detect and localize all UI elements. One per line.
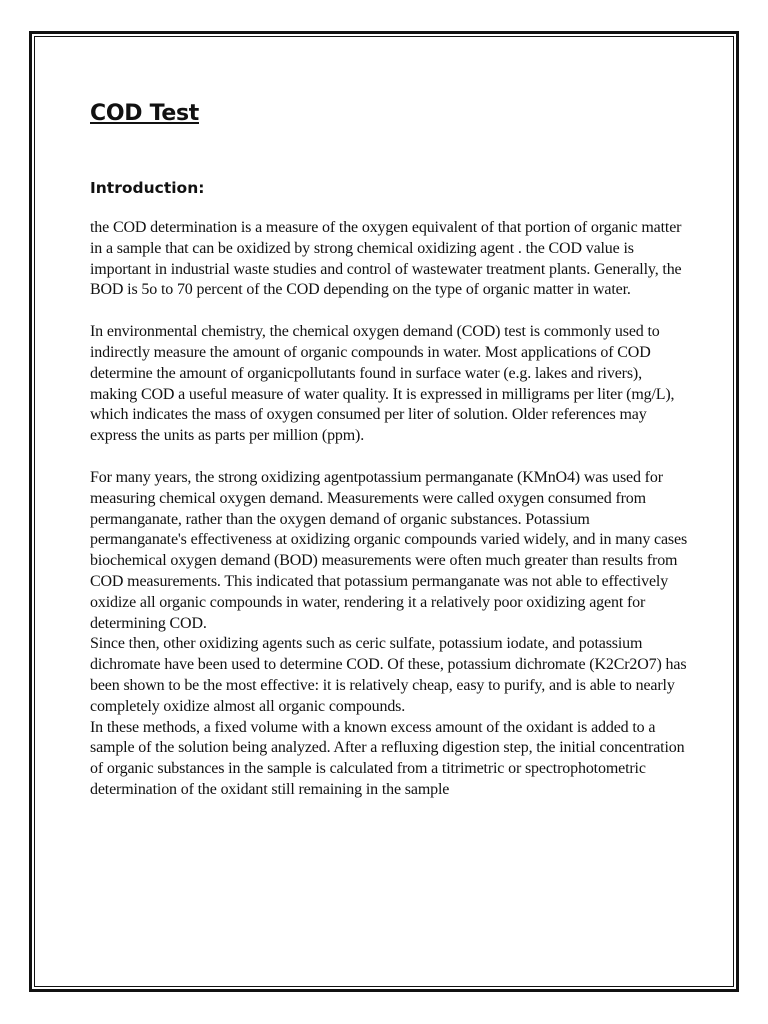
document-title: COD Test — [90, 101, 199, 126]
section-heading-introduction: Introduction: — [90, 179, 205, 197]
paragraph-environmental-chemistry: In environmental chemistry, the chemical oxygen demand (COD) test is commonly used to indirectly measure the amount of organic compounds in water. Most applications of COD determine the amount of organicpollutants found in surface water (e.g. lakes and rivers), making COD a useful measure of water quality. It is expressed in milligrams per liter (mg/L), which indicates the mass of oxygen consumed per liter of solution. Older references may express the units as parts per million (ppm). — [90, 323, 675, 445]
paragraph-cod-determination: the COD determination is a measure of the oxygen equivalent of that portion of organic matter in a sample that can be oxidized by strong chemical oxidizing agent . the COD value is important in industrial waste studies and control of wastewater treatment plants. Generally, the BOD is 5o to 70 percent of the COD depending on the type of organic matter in water. — [90, 219, 682, 299]
paragraph-permanganate-history: For many years, the strong oxidizing agentpotassium permanganate (KMnO4) was used for measuring chemical oxygen demand. Measurements were called oxygen consumed from permanganate, rather than the oxygen demand of organic substances. Potassium permanganate's effectiveness at oxidizing organic compounds varied widely, and in many cases biochemical oxygen demand (BOD) measurements were often much greater than results from COD measurements. This indicated that potassium permanganate was not able to effectively oxidize all organic compounds in water, rendering it a relatively poor oxidizing agent for determining COD. — [90, 468, 688, 632]
paragraph-dichromate: Since then, other oxidizing agents such as ceric sulfate, potassium iodate, and potassium dichromate have been used to determine COD. Of these, potassium dichromate (K2Cr2O7) has been shown to be the most effective: it is relatively cheap, easy to purify, and is able to nearly completely oxidize almost all organic compounds. — [90, 635, 687, 715]
document-body — [90, 96, 690, 801]
paragraph-methods: In these methods, a fixed volume with a known excess amount of the oxidant is added to a sample of the solution being analyzed. After a refluxing digestion step, the initial concentration of organic substances in the sample is calculated from a titrimetric or spectrophotometric determination of the oxidant still remaining in the sample — [90, 718, 685, 798]
